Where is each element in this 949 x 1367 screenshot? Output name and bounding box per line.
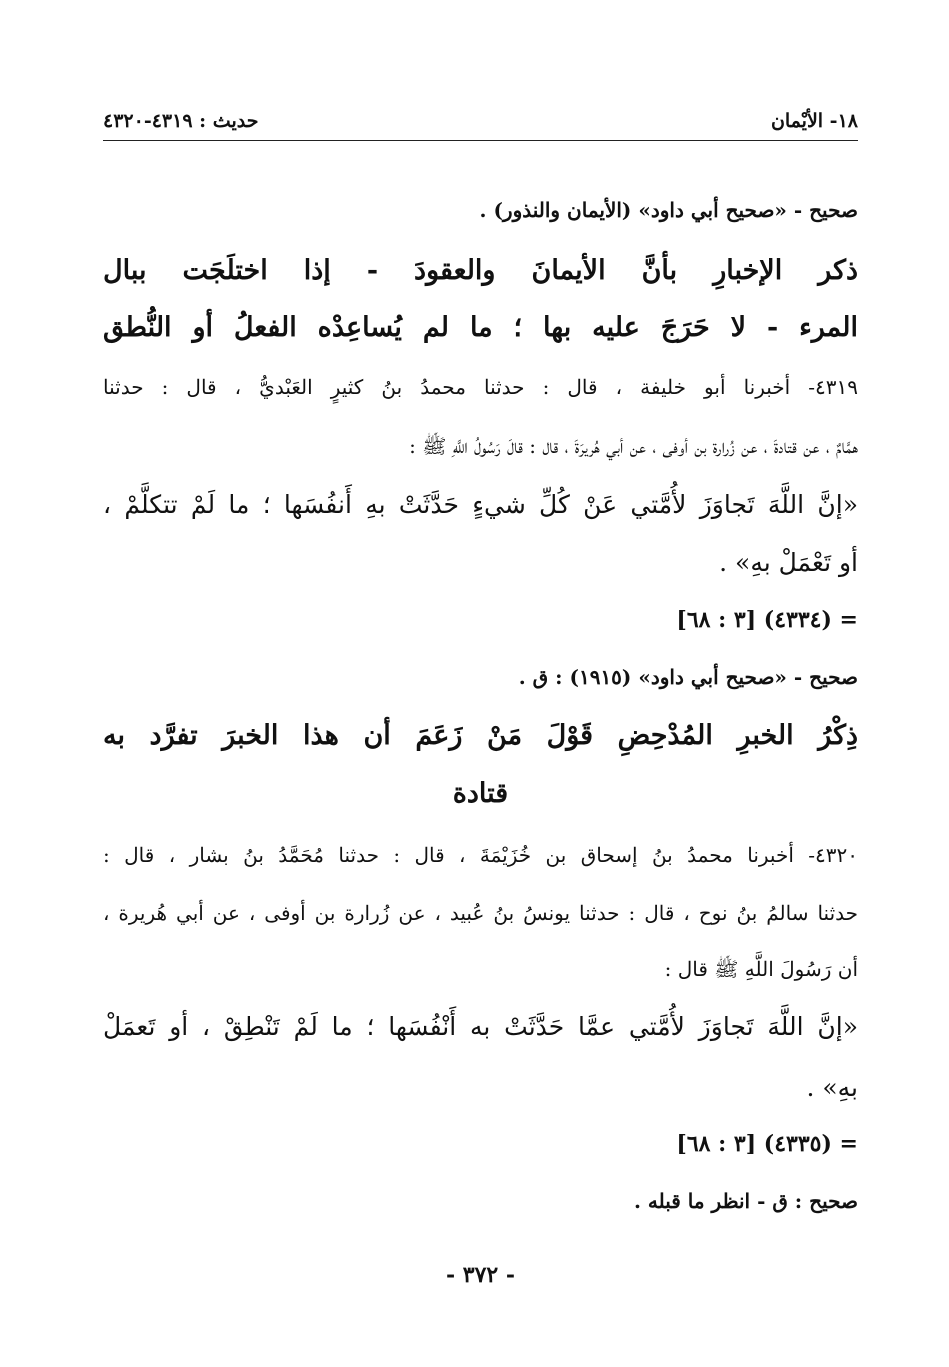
- section-heading-2-line-2: قتادة: [452, 778, 509, 809]
- hadith-4320-matn-line-1: «إنَّ اللَّهَ تَجاوَزَ لأُمَّتي عمَّا حَدَّثَتْ به أَنْفُسَها ؛ ما لَمْ تَنْطِقْ ، أو تَعمَلْ: [103, 1012, 858, 1041]
- hadith-range: حديث : ٤٣١٩-٤٣٢٠: [103, 110, 259, 132]
- hadith-4320-matn-line-2: بهِ» .: [806, 1073, 858, 1102]
- grade-note-3: صحيح : ق - انظر ما قبله .: [633, 1189, 858, 1213]
- hadith-4319-reference: = (٤٣٣٤) [٣ : ٦٨]: [676, 607, 858, 633]
- hadith-4319-matn-line-1: «إنَّ اللَّهَ تَجاوَزَ لأُمَّتي عَنْ كُلِّ شيءٍ حَدَّثَتْ بهِ أَنفُسَها ؛ ما لَمْ تتكلَّمْ ،: [103, 490, 858, 519]
- grade-note-2: صحيح - «صحيح أبي داود» (١٩١٥) : ق .: [518, 665, 858, 689]
- hadith-4320-isnad-line-1: ٤٣٢٠- أخبرنا محمدُ بنُ إسحاق بن خُزَيْمَةَ ، قال : حدثنا مُحَمَّدُ بنُ بشار ، قال :: [103, 843, 858, 867]
- page-number: - ٣٧٢ -: [445, 1262, 516, 1288]
- hadith-4320-isnad-line-2: حدثنا سالمُ بنُ نوح ، قال : حدثنا يونسُ بنُ عُبيد ، عن زُرارة بن أوفى ، عن أبي هُريرة ،: [103, 901, 858, 925]
- chapter-title: ١٨- الأيْمان: [770, 110, 858, 132]
- page-header: [103, 108, 858, 141]
- section-heading-1-line-1: ذكر الإخبارِ بأنَّ الأيمانَ والعقودَ - إذا اختلَجَت ببال: [103, 255, 858, 286]
- grade-note-1: صحيح - «صحيح أبي داود» (الأيمان والنذور) .: [479, 198, 858, 222]
- book-page: [103, 0, 858, 1367]
- hadith-4319-matn-line-2: أو تَعْمَلْ بهِ» .: [719, 548, 858, 577]
- hadith-4320-reference: = (٤٣٣٥) [٣ : ٦٨]: [676, 1131, 858, 1157]
- hadith-4320-isnad-line-3: أن رَسُولَ اللَّهِ ﷺ قال :: [664, 957, 858, 981]
- section-heading-2-line-1: ذِكْرُ الخبرِ المُدْحِضِ قَوْلَ مَنْ زَعَمَ أن هذا الخبرَ تفرَّد به: [103, 720, 858, 751]
- hadith-4319-isnad-line-1: ٤٣١٩- أخبرنا أبو خليفة ، قال : حدثنا محمدُ بنُ كثيرٍ العَبْديُّ ، قال : حدثنا: [103, 375, 858, 399]
- section-heading-1-line-2: المرء - لا حَرَجَ عليه بها ؛ ما لم يُساعِدْه الفعلُ أو النُّطق: [103, 312, 858, 343]
- hadith-4319-isnad-line-2: همَّامٌ ، عن قتادةَ ، عن زُرارة بن أوفى ، عن أبي هُريرَةَ ، قال : قالَ رَسُولُ اللَّهِ ﷺ :: [409, 434, 858, 458]
